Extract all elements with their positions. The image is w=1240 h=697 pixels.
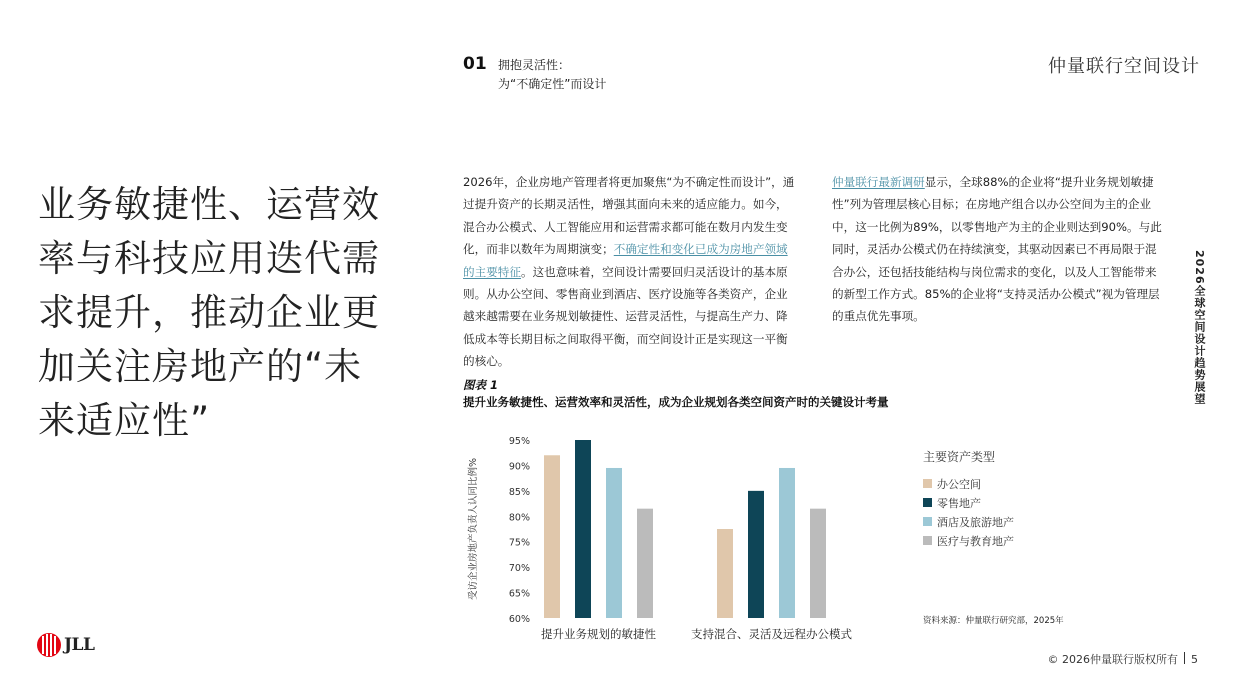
jll-logo-icon [36,632,62,658]
body-text: 显示，全球88%的企业将“提升业务规划敏捷性”列为管理层核心目标；在房地产组合以办公空间为主的企业中，这一比例为89%，以零售地产为主的企业则达到90%。与此同时，灵活办公模式仍在持续演变，其驱动因素已不再局限于混合办公，还包括技能结构与岗位需求的变化，以及人工智能带来的新型工作方式。85%的企业将“支持灵活办公模式”视为管理层的重点优先事项。 [832,175,1162,324]
section-title [498,56,606,94]
legend-title: 主要资产类型 [923,450,996,464]
bar [606,468,622,618]
legend-swatch [923,498,932,507]
bar [779,468,795,618]
x-category-label: 支持混合、灵活及远程办公模式 [691,627,852,641]
footer-divider [1184,652,1185,664]
y-tick-label: 60% [508,614,530,625]
legend-label: 医疗与教育地产 [937,534,1014,548]
y-axis-label: 受访企业房地产负责人认同比例% [468,457,479,601]
legend-item-hotel [923,512,1014,531]
y-tick-label: 90% [508,461,530,473]
section-title-line2: 为“不确定性”而设计 [498,77,607,91]
body-text: 2026年，企业房地产管理者将更加聚焦“为不确定性而设计”，通过提升资产的长期灵活性，增强其面向未来的适应能力。如今，混合办公模式、人工智能应用和运营需求都可能在数月内发生变化，而非以数年为周期演变； [463,175,795,257]
copyright: © 2026仲量联行版权所有 [1047,653,1178,666]
bar [575,440,591,618]
x-category-label: 提升业务规划的敏捷性 [541,627,656,641]
legend-item-retail [923,493,1014,512]
y-tick-label: 80% [508,512,530,524]
legend-item-office [923,474,1014,493]
brand-title: 仲量联行空间设计 [1048,56,1200,77]
chart-legend [923,448,1014,550]
y-tick-label: 65% [508,588,530,600]
legend-swatch [923,479,932,488]
side-report-label: 2026全球空间设计趋势展望 [1193,250,1206,405]
bar [544,455,560,618]
y-tick-label: 70% [508,563,530,575]
body-column-1 [463,171,798,373]
body-column-2 [832,171,1162,328]
y-tick-label: 85% [508,486,530,498]
bar [810,509,826,618]
legend-swatch [923,517,932,526]
y-tick-label: 95% [508,436,530,447]
figure-source: 资料来源：仲量联行研究部，2025年 [923,616,1064,626]
legend-item-healthcare [923,531,1014,550]
section-number: 01 [463,54,487,74]
bar [637,509,653,618]
section-title-line1: 拥抱灵活性： [498,58,571,72]
legend-label: 酒店及旅游地产 [937,515,1014,529]
logo-text: JLL [64,635,95,655]
inline-link[interactable]: 不确定性和变化已成为房地产领域的主要特征 [463,242,788,279]
page-number: 5 [1191,653,1198,666]
jll-logo [36,632,94,658]
y-tick-label: 75% [508,537,530,549]
page-footer [1048,651,1199,667]
legend-label: 办公空间 [937,477,981,491]
headline: 业务敏捷性、运营效率与科技应用迭代需求提升，推动企业更加关注房地产的“未来适应性” [38,183,380,442]
figure-title: 提升业务敏捷性、运营效率和灵活性，成为企业规划各类空间资产时的关键设计考量 [463,395,889,409]
bar-chart [460,428,900,648]
survey-link[interactable]: 仲量联行最新调研 [832,175,925,189]
legend-label: 零售地产 [937,496,981,510]
body-text: 。这也意味着，空间设计需要回归灵活设计的基本原则。从办公空间、零售商业到酒店、医疗设施等各类资产，企业越来越需要在业务规划敏捷性、运营灵活性，与提高生产力、降低成本等长期目标之间取得平衡，而空间设计正是实现这一平衡的核心。 [463,264,788,369]
bar [748,491,764,618]
bar [717,529,733,618]
legend-swatch [923,536,932,545]
figure-label: 图表 1 [463,378,499,392]
